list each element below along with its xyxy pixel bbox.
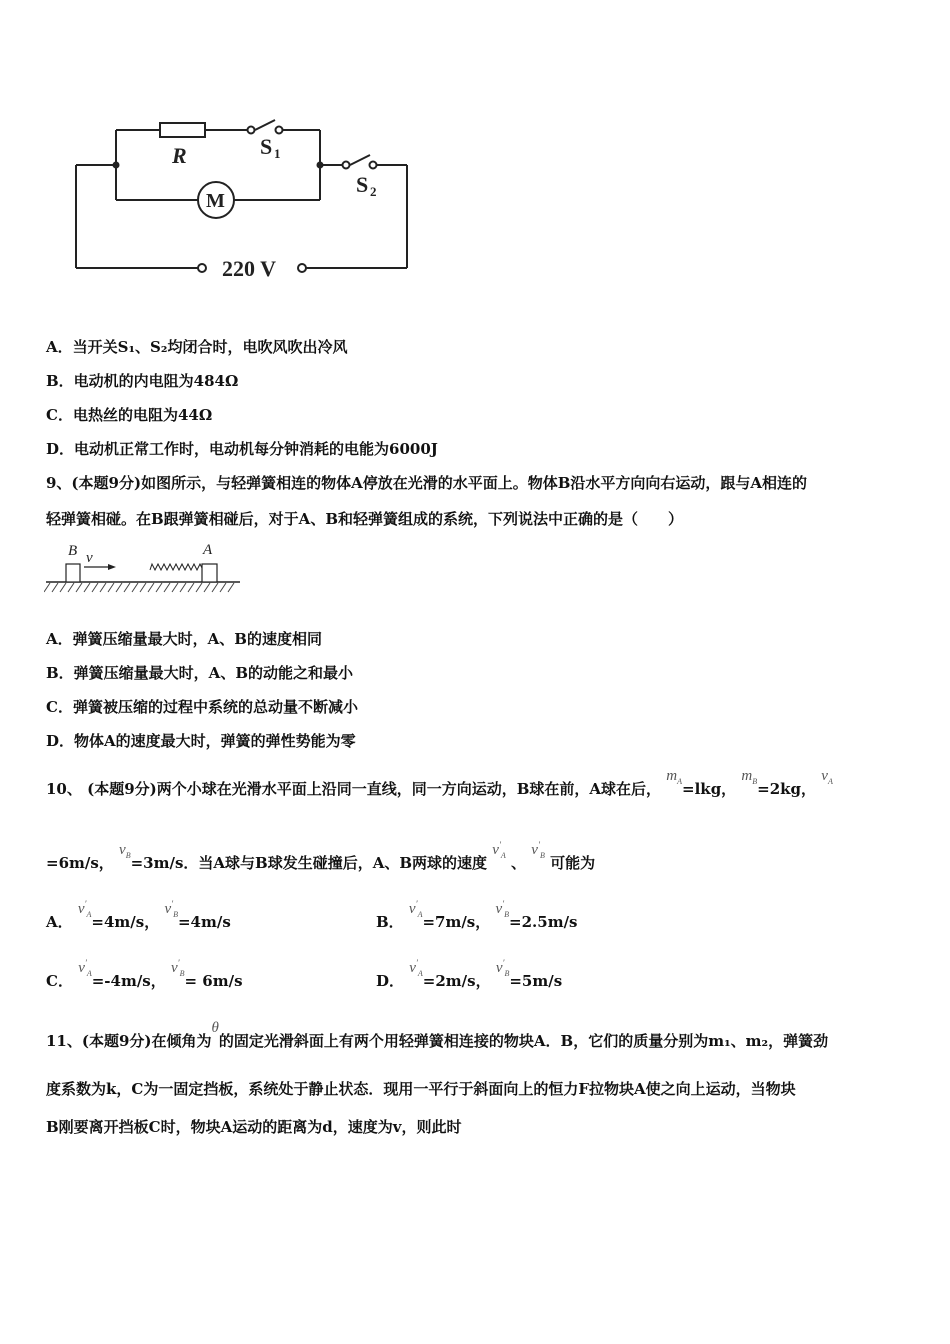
resistor-label: R: [172, 143, 187, 168]
q8-option-b: B．电动机的内电阻为484Ω: [46, 372, 239, 390]
resistor-r: [160, 123, 205, 137]
q8-option-d: D．电动机正常工作时，电动机每分钟消耗的电能为6000J: [46, 440, 438, 458]
symbol-m-a: $m_A$: [666, 768, 683, 786]
q9-option-d: D．物体A的速度最大时，弹簧的弹性势能为零: [46, 732, 356, 750]
symbol-v-a: $v_A$: [821, 768, 833, 786]
q10-stem-line2: =6m/s， $v_B=3m/s$．当A球与B球发生碰撞后，A、B两球的速度 $v'_A$ 、 $v'_B$ 可能为: [46, 840, 596, 872]
q9-option-c: C．弹簧被压缩的过程中系统的总动量不断减小: [46, 698, 358, 716]
velocity-label: v: [86, 550, 93, 566]
circuit-diagram: [60, 110, 430, 290]
q10-option-d: D． $v'_A=2m/s$， $v'_B=5m/s$: [376, 958, 563, 990]
q10-option-b: B． $v'_A=7m/s$， $v'_B=2.5m/s$: [376, 899, 578, 931]
symbol-m-b: $m_B$: [741, 768, 758, 786]
q8-option-c: C．电热丝的电阻为44Ω: [46, 406, 213, 424]
symbol-v-b-prime: $v'_B$: [531, 840, 545, 860]
q11-stem-line3: B刚要离开挡板C时，物块A运动的距离为d，速度为v，则此时: [46, 1118, 462, 1136]
q11-stem-line2: 度系数为k，C为一固定挡板，系统处于静止状态．现用一平行于斜面向上的恒力F拉物块A使之向上运动，当物块: [46, 1080, 796, 1098]
switch-s1-label: S: [260, 134, 273, 159]
q9-option-a: A．弹簧压缩量最大时，A、B的速度相同: [46, 630, 322, 648]
motor-label: M: [206, 190, 225, 212]
q9-stem-line1: 9、(本题9分)如图所示，与轻弹簧相连的物体A停放在光滑的水平面上。物体B沿水平方向向右运动，跟与A相连的: [46, 474, 808, 492]
q9-option-b: B．弹簧压缩量最大时，A、B的动能之和最小: [46, 664, 353, 682]
block-a-label: A: [203, 542, 213, 558]
q10-option-a: A． $v'_A=4m/s$， $v'_B=4m/s$: [46, 899, 231, 931]
q10-option-c: C． $v'_A=-4m/s$， $v'_B= 6m/s$: [46, 958, 243, 990]
switch-s2-label: S: [356, 172, 369, 197]
block-b: [66, 564, 80, 582]
switch-s2-sub: 2: [370, 184, 377, 199]
q8-option-a: A．当开关S₁、S₂均闭合时，电吹风吹出冷风: [46, 338, 348, 356]
q9-stem-line2: 轻弹簧相碰。在B跟弹簧相碰后，对于A、B和轻弹簧组成的系统，下列说法中正确的是（ ）: [46, 510, 683, 528]
symbol-v-b: $v_B$: [119, 842, 131, 860]
q11-stem-line1: 11、(本题9分)在倾角为θ的固定光滑斜面上有两个用轻弹簧相连接的物块A．B，它们的质量分别为m₁、m₂，弹簧劲: [46, 1020, 829, 1050]
switch-s1-sub: 1: [274, 146, 281, 161]
block-b-label: B: [68, 543, 78, 559]
symbol-v-a-prime: $v'_A$: [492, 840, 506, 860]
block-a: [202, 564, 217, 582]
symbol-theta: θ: [211, 1020, 219, 1036]
voltage-label: 220 V: [222, 256, 276, 281]
spring: [150, 564, 202, 570]
spring-block-diagram: [44, 538, 244, 600]
q10-stem-line1: 10、 (本题9分)两个小球在光滑水平面上沿同一直线，同一方向运动，B球在前，A球在后， $m_A=lkg$， $m_B=2kg$， $v_A$: [46, 768, 833, 798]
